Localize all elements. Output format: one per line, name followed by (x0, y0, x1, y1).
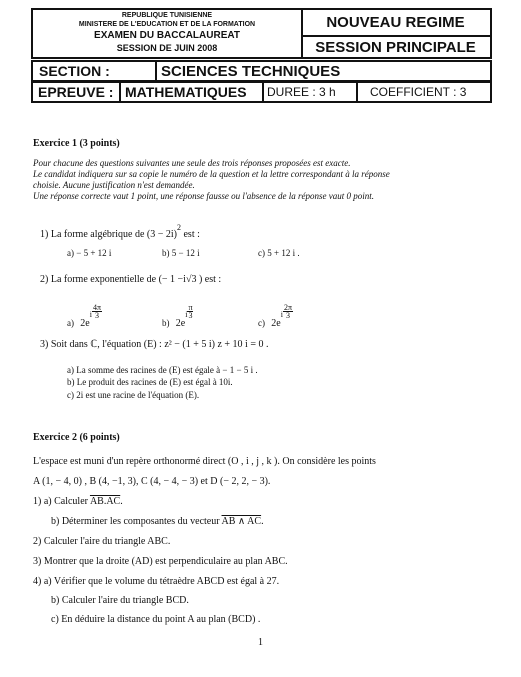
ex1-q1-c: c) 5 + 12 i . (258, 248, 300, 258)
ex1-q3-c: c) 2i est une racine de l'équation (E). (67, 390, 200, 400)
section-value: SCIENCES TECHNIQUES (161, 63, 341, 80)
ex1-q2-b-i: i (185, 310, 188, 319)
ex2-q1b: b) Déterminer les composantes du vecteur AB ∧ AC. (51, 516, 264, 527)
header-hline (301, 35, 490, 37)
header-ministry: MINISTERE DE L'EDUCATION ET DE LA FORMATION (78, 21, 256, 28)
ex1-q3-a: a) La somme des racines de (E) est égale à − 1 − 5 i . (67, 365, 258, 375)
ex1-q2-c (258, 304, 293, 329)
ex1-q2-b-base: 2e (175, 318, 186, 329)
header-exam: EXAMEN DU BACCALAUREAT (94, 30, 240, 41)
ex1-q2-c-i: i (280, 310, 283, 319)
header-session-type: SESSION PRINCIPALE (315, 39, 476, 56)
ex1-q2-c-base: 2e (271, 318, 281, 329)
ex1-q1-a: a) − 5 + 12 i (67, 248, 112, 258)
ex2-q1a-vector: AB.AC (89, 496, 121, 507)
ex1-q2-c-frac: $\frac{2\pi}{3}$ (283, 303, 292, 320)
header-regime: NOUVEAU REGIME (326, 14, 465, 31)
ex2-title: Exercice 2 (6 points) (33, 432, 120, 443)
ex1-q2-b-frac: $\frac{\pi}{3}$ (188, 303, 193, 320)
ex1-intro-2: Le candidat indiquera sur sa copie le numéro de la question et la lettre correspondant à la réponse (33, 169, 390, 179)
ex1-q2-c-label: c) (258, 318, 265, 328)
page-number: 1 (258, 637, 263, 648)
ex1-q1-suffix: est : (183, 229, 200, 240)
ex1-q3-b: b) Le produit des racines de (E) est égal à 10i. (67, 377, 233, 387)
section-label: SECTION : (39, 63, 110, 79)
ex1-q2-a-i: i (89, 310, 92, 319)
ex1-q1-expr: (3 − 2i) (146, 229, 177, 240)
ex1-title: Exercice 1 (3 points) (33, 138, 120, 149)
ex1-intro-1: Pour chacune des questions suivantes une seule des trois réponses proposées est exacte. (33, 158, 351, 168)
ex2-line-2: A (1, − 4, 0) , B (4, −1, 3), C (4, − 4, − 3) et D (− 2, 2, − 3). (33, 476, 271, 487)
ex1-q2-a-frac: $\frac{4\pi}{3}$ (92, 303, 101, 320)
ex2-q1a: 1) a) Calculer AB.AC. (33, 496, 123, 507)
ex2-q3: 3) Montrer que la droite (AD) est perpendiculaire au plan ABC. (33, 556, 288, 567)
ex1-q2-b-label: b) (162, 318, 170, 328)
ex1-q1-b: b) 5 − 12 i (162, 248, 200, 258)
ex1-intro-3: choisie. Aucune justification n'est demandée. (33, 180, 195, 190)
ex2-q4a: 4) a) Vérifier que le volume du tétraèdre ABCD est égal à 27. (33, 576, 280, 587)
header-box (31, 8, 492, 59)
section-row (31, 60, 492, 82)
ex1-q2-expr: (− 1 −i√3 ) (158, 274, 203, 285)
ex1-q1-exp: 2 (176, 223, 181, 232)
ex2-line-1: L'espace est muni d'un repère orthonormé direct (O , i , j , k ). On considère les points (33, 456, 376, 467)
ex1-q3: 3) Soit dans ℂ, l'équation (E) : z² − (1 + 5 i) z + 10 i = 0 . (40, 339, 269, 350)
ex1-q2-suffix: est : (204, 274, 222, 285)
ex1-q2 (40, 274, 221, 285)
duree: DUREE : 3 h (267, 85, 336, 99)
ex1-q2-a-base: 2e (80, 318, 90, 329)
epreuve-label: EPREUVE : (38, 84, 114, 100)
header-country: REPUBLIQUE TUNISIENNE (121, 12, 213, 19)
ex1-q2-a (67, 304, 102, 329)
ex1-q2-prefix: 2) La forme exponentielle de (40, 274, 157, 285)
ex1-intro-4: Une réponse correcte vaut 1 point, une réponse fausse ou l'absence de la réponse vaut 0 point. (33, 191, 375, 201)
ex2-q2: 2) Calculer l'aire du triangle ABC. (33, 536, 171, 547)
epreuve-value: MATHEMATIQUES (125, 84, 247, 100)
ex1-q2-a-label: a) (67, 318, 74, 328)
header-session-date: SESSION DE JUIN 2008 (116, 43, 218, 53)
ex1-q1 (40, 223, 200, 240)
ex1-q2-b (162, 304, 193, 329)
ex2-q4b: b) Calculer l'aire du triangle BCD. (51, 595, 189, 606)
ex2-q1b-vector: AB ∧ AC (221, 516, 262, 527)
coefficient: COEFFICIENT : 3 (370, 85, 467, 99)
ex1-q1-prefix: 1) La forme algébrique de (40, 229, 145, 240)
ex2-q4c: c) En déduire la distance du point A au plan (BCD) . (51, 614, 261, 625)
epreuve-row (31, 81, 492, 103)
